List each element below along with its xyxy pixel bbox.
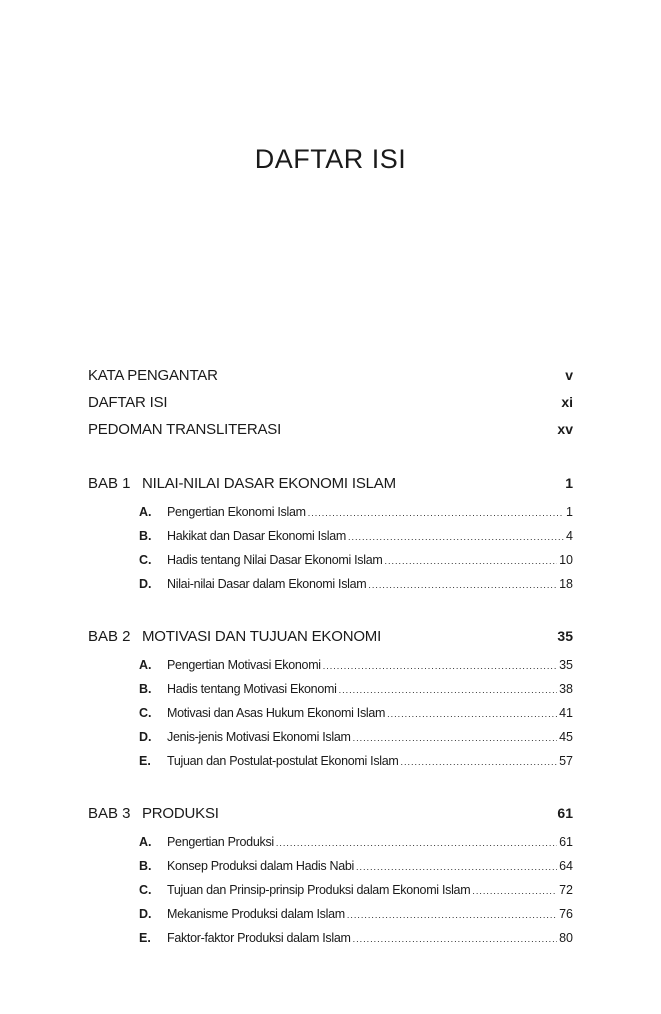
section-list bbox=[88, 653, 573, 773]
chapter-page: 35 bbox=[557, 628, 573, 644]
toc-entry-page: xi bbox=[561, 394, 573, 410]
dot-leader bbox=[276, 830, 557, 855]
toc-entry-label: DAFTAR ISI bbox=[88, 394, 168, 411]
chapter-page: 61 bbox=[557, 805, 573, 821]
section-title: Hakikat dan Dasar Ekonomi Islam bbox=[167, 529, 346, 543]
section-page: 76 bbox=[559, 907, 573, 921]
section-letter: B. bbox=[139, 529, 152, 543]
section-title: Mekanisme Produksi dalam Islam bbox=[167, 907, 345, 921]
section-entry[interactable] bbox=[139, 749, 573, 773]
dot-leader bbox=[308, 500, 564, 525]
section-letter: A. bbox=[139, 658, 152, 672]
toc-entry-page: v bbox=[565, 367, 573, 383]
chapter-number: BAB 1 bbox=[88, 475, 131, 492]
table-of-contents bbox=[88, 362, 573, 950]
section-title: Tujuan dan Prinsip-prinsip Produksi dalam Ekonomi Islam bbox=[167, 883, 471, 897]
dot-leader bbox=[368, 572, 557, 597]
section-entry[interactable] bbox=[139, 677, 573, 701]
section-title: Motivasi dan Asas Hukum Ekonomi Islam bbox=[167, 706, 386, 720]
section-letter: A. bbox=[139, 505, 152, 519]
toc-entry-page: xv bbox=[557, 421, 573, 437]
toc-entry-pedoman-transliterasi[interactable] bbox=[88, 416, 573, 443]
section-entry[interactable] bbox=[139, 500, 573, 524]
dot-leader bbox=[339, 677, 558, 702]
section-letter: D. bbox=[139, 730, 152, 744]
section-letter: C. bbox=[139, 706, 152, 720]
dot-leader bbox=[472, 878, 557, 903]
section-title: Faktor-faktor Produksi dalam Islam bbox=[167, 931, 351, 945]
section-page: 38 bbox=[559, 682, 573, 696]
section-entry[interactable] bbox=[139, 524, 573, 548]
section-list bbox=[88, 830, 573, 950]
chapter-heading[interactable] bbox=[88, 800, 573, 827]
toc-entry-daftar-isi[interactable] bbox=[88, 389, 573, 416]
section-letter: B. bbox=[139, 682, 152, 696]
section-page: 45 bbox=[559, 730, 573, 744]
section-page: 10 bbox=[559, 553, 573, 567]
section-title: Hadis tentang Motivasi Ekonomi bbox=[167, 682, 337, 696]
section-title: Tujuan dan Postulat-postulat Ekonomi Islam bbox=[167, 754, 399, 768]
dot-leader bbox=[353, 926, 557, 951]
section-page: 80 bbox=[559, 931, 573, 945]
section-title: Pengertian Ekonomi Islam bbox=[167, 505, 306, 519]
section-entry[interactable] bbox=[139, 653, 573, 677]
chapter-number: BAB 3 bbox=[88, 805, 131, 822]
page-title: DAFTAR ISI bbox=[254, 144, 407, 174]
section-entry[interactable] bbox=[139, 572, 573, 596]
dot-leader bbox=[401, 749, 558, 774]
section-entry[interactable] bbox=[139, 701, 573, 725]
section-entry[interactable] bbox=[139, 725, 573, 749]
section-letter: C. bbox=[139, 883, 152, 897]
dot-leader bbox=[384, 548, 557, 573]
toc-entry-kata-pengantar[interactable] bbox=[88, 362, 573, 389]
section-page: 72 bbox=[559, 883, 573, 897]
chapter-title: MOTIVASI DAN TUJUAN EKONOMI bbox=[142, 628, 382, 645]
section-title: Pengertian Motivasi Ekonomi bbox=[167, 658, 321, 672]
section-page: 35 bbox=[559, 658, 573, 672]
chapter-3 bbox=[88, 800, 573, 950]
section-list bbox=[88, 500, 573, 596]
section-title: Konsep Produksi dalam Hadis Nabi bbox=[167, 859, 355, 873]
section-title: Pengertian Produksi bbox=[167, 835, 274, 849]
dot-leader bbox=[353, 725, 557, 750]
section-title: Jenis-jenis Motivasi Ekonomi Islam bbox=[167, 730, 351, 744]
section-letter: D. bbox=[139, 577, 152, 591]
section-entry[interactable] bbox=[139, 902, 573, 926]
section-letter: D. bbox=[139, 907, 152, 921]
section-page: 18 bbox=[559, 577, 573, 591]
section-entry[interactable] bbox=[139, 548, 573, 572]
chapter-page: 1 bbox=[565, 475, 573, 491]
dot-leader bbox=[348, 524, 564, 549]
section-letter: C. bbox=[139, 553, 152, 567]
dot-leader bbox=[356, 854, 557, 879]
section-entry[interactable] bbox=[139, 926, 573, 950]
section-letter: E. bbox=[139, 754, 151, 768]
dot-leader bbox=[347, 902, 557, 927]
section-entry[interactable] bbox=[139, 878, 573, 902]
section-entry[interactable] bbox=[139, 854, 573, 878]
section-letter: A. bbox=[139, 835, 152, 849]
section-page: 57 bbox=[559, 754, 573, 768]
dot-leader bbox=[323, 653, 557, 678]
section-page: 64 bbox=[559, 859, 573, 873]
section-page: 61 bbox=[559, 835, 573, 849]
chapter-1 bbox=[88, 470, 573, 596]
section-title: Hadis tentang Nilai Dasar Ekonomi Islam bbox=[167, 553, 383, 567]
chapter-heading[interactable] bbox=[88, 623, 573, 650]
section-page: 41 bbox=[559, 706, 573, 720]
toc-entry-label: KATA PENGANTAR bbox=[88, 367, 218, 384]
chapter-title: NILAI-NILAI DASAR EKONOMI ISLAM bbox=[142, 475, 396, 492]
chapter-2 bbox=[88, 623, 573, 773]
chapter-heading[interactable] bbox=[88, 470, 573, 497]
section-page: 4 bbox=[566, 529, 573, 543]
section-letter: B. bbox=[139, 859, 152, 873]
toc-entry-label: PEDOMAN TRANSLITERASI bbox=[88, 421, 282, 438]
section-title: Nilai-nilai Dasar dalam Ekonomi Islam bbox=[167, 577, 367, 591]
chapter-title: PRODUKSI bbox=[142, 805, 219, 822]
section-letter: E. bbox=[139, 931, 151, 945]
chapter-number: BAB 2 bbox=[88, 628, 131, 645]
dot-leader bbox=[387, 701, 557, 726]
section-entry[interactable] bbox=[139, 830, 573, 854]
section-page: 1 bbox=[566, 505, 573, 519]
